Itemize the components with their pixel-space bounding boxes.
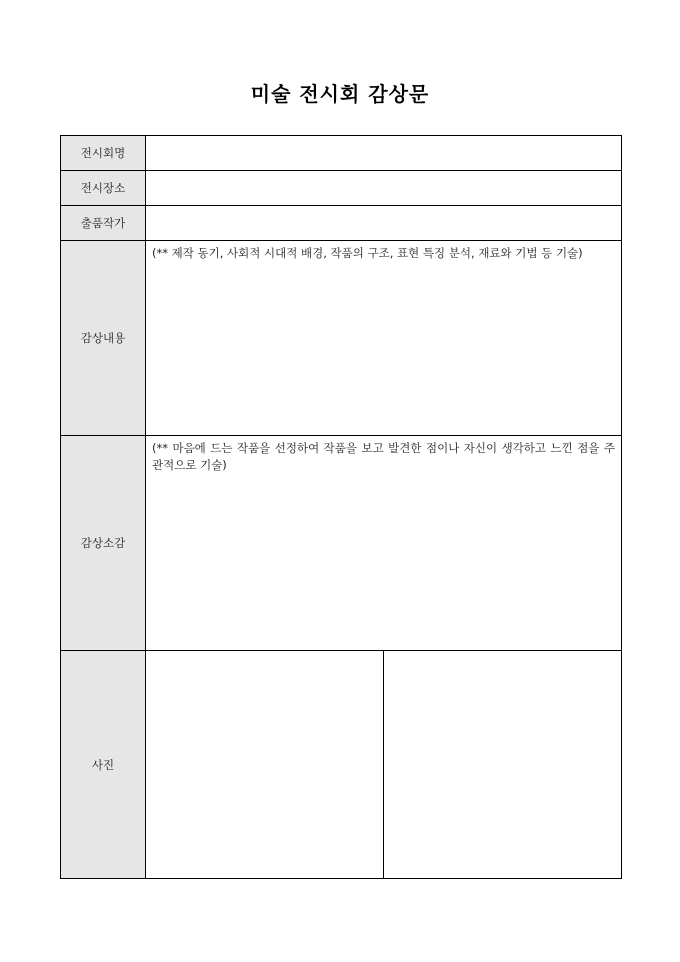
appreciation-impression-field[interactable] [146,436,622,651]
document-title: 미술 전시회 감상문 [250,82,430,106]
row-appreciation-impression [61,436,622,651]
appreciation-content-hint: (** 제작 동기, 사회적 시대적 배경, 작품의 구조, 표현 특징 분석, 재료와 기법 등 기술) [152,246,583,260]
appreciation-impression-label: 감상소감 [61,436,146,651]
artists-field[interactable] [146,206,622,241]
appreciation-form [60,135,622,879]
appreciation-content-field[interactable] [146,241,622,436]
row-photos [61,651,622,879]
row-exhibition-place [61,171,622,206]
artists-label: 출품작가 [61,206,146,241]
photo-slot-left[interactable] [146,651,383,878]
photo-slot-right[interactable] [383,651,621,878]
photos-label: 사진 [61,651,146,879]
appreciation-impression-hint: (** 마음에 드는 작품을 선정하여 작품을 보고 발견한 점이나 자신이 생각하고 느낀 점을 주관적으로 기술) [152,441,615,472]
row-artists [61,206,622,241]
exhibition-place-field[interactable] [146,171,622,206]
row-exhibition-name [61,136,622,171]
exhibition-place-label: 전시장소 [61,171,146,206]
photos-area [146,651,622,879]
exhibition-name-label: 전시회명 [61,136,146,171]
row-appreciation-content [61,241,622,436]
appreciation-content-label: 감상내용 [61,241,146,436]
photo-slots [146,651,621,878]
exhibition-name-field[interactable] [146,136,622,171]
